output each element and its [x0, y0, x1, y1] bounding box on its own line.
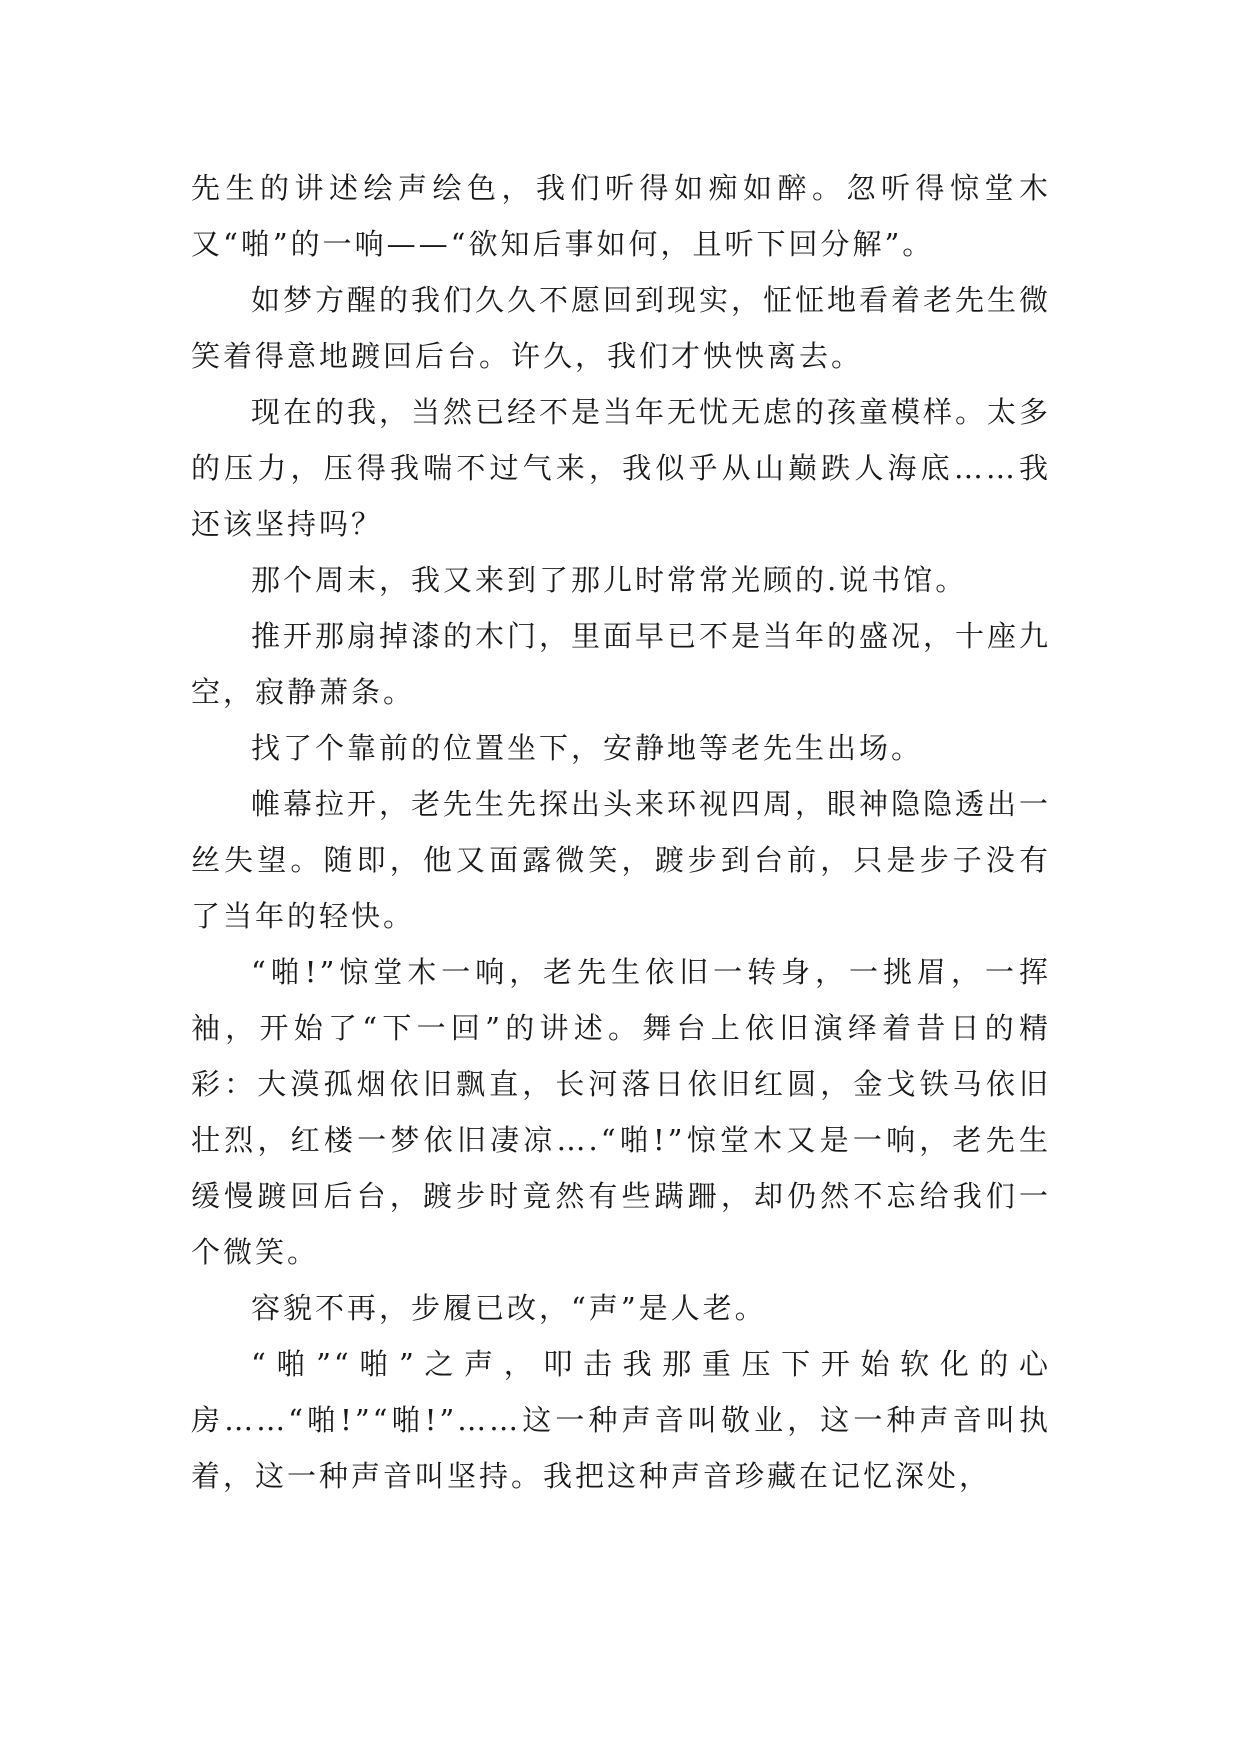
paragraph-3: 现在的我，当然已经不是当年无忧无虑的孩童模样。太多的压力，压得我喘不过气来，我似乎从山巅跌人海底……我还该坚持吗？	[191, 395, 1052, 541]
paragraph-10: “啪”“啪”之声，叩击我那重压下开始软化的心房……“啪!”“啪!”……这一种声音叫敬业，这一种声音叫执着，这一种声音叫坚持。我把这种声音珍藏在记忆深处，	[191, 1347, 1051, 1493]
paragraph-7: 帷幕拉开，老先生先探出头来环视四周，眼神隐隐透出一丝失望。随即，他又面露微笑，踱步到台前，只是步子没有了当年的轻快。	[191, 787, 1052, 933]
paragraph-2: 如梦方醒的我们久久不愿回到现实，怔怔地看着老先生微笑着得意地踱回后台。许久，我们才怏怏离去。	[191, 283, 1052, 373]
paragraph-8: “啪!”惊堂木一响，老先生依旧一转身，一挑眉，一挥袖，开始了“下一回”的讲述。舞台上依旧演绎着昔日的精彩：大漠孤烟依旧飘直，长河落日依旧红圆，金戈铁马依旧壮烈，红楼一梦依旧凄凉….“啪!”惊堂木又是一响，老先生缓慢踱回后台，踱步时竟然有些蹒跚，却仍然不忘给我们一个微笑。	[191, 955, 1051, 1269]
paragraph-9: 容貌不再，步履已改，“声”是人老。	[251, 1291, 767, 1325]
body-text	[191, 160, 1051, 1504]
paragraph-4: 那个周末，我又来到了那儿时常常光顾的.说书馆。	[251, 563, 968, 597]
paragraph-6: 找了个靠前的位置坐下，安静地等老先生出场。	[251, 731, 924, 765]
paragraph-1: 先生的讲述绘声绘色，我们听得如痴如醉。忽听得惊堂木又“啪”的一响——“欲知后事如何，且听下回分解”。	[191, 171, 1051, 261]
paragraph-5: 推开那扇掉漆的木门，里面早已不是当年的盛况，十座九空，寂静萧条。	[191, 619, 1052, 709]
